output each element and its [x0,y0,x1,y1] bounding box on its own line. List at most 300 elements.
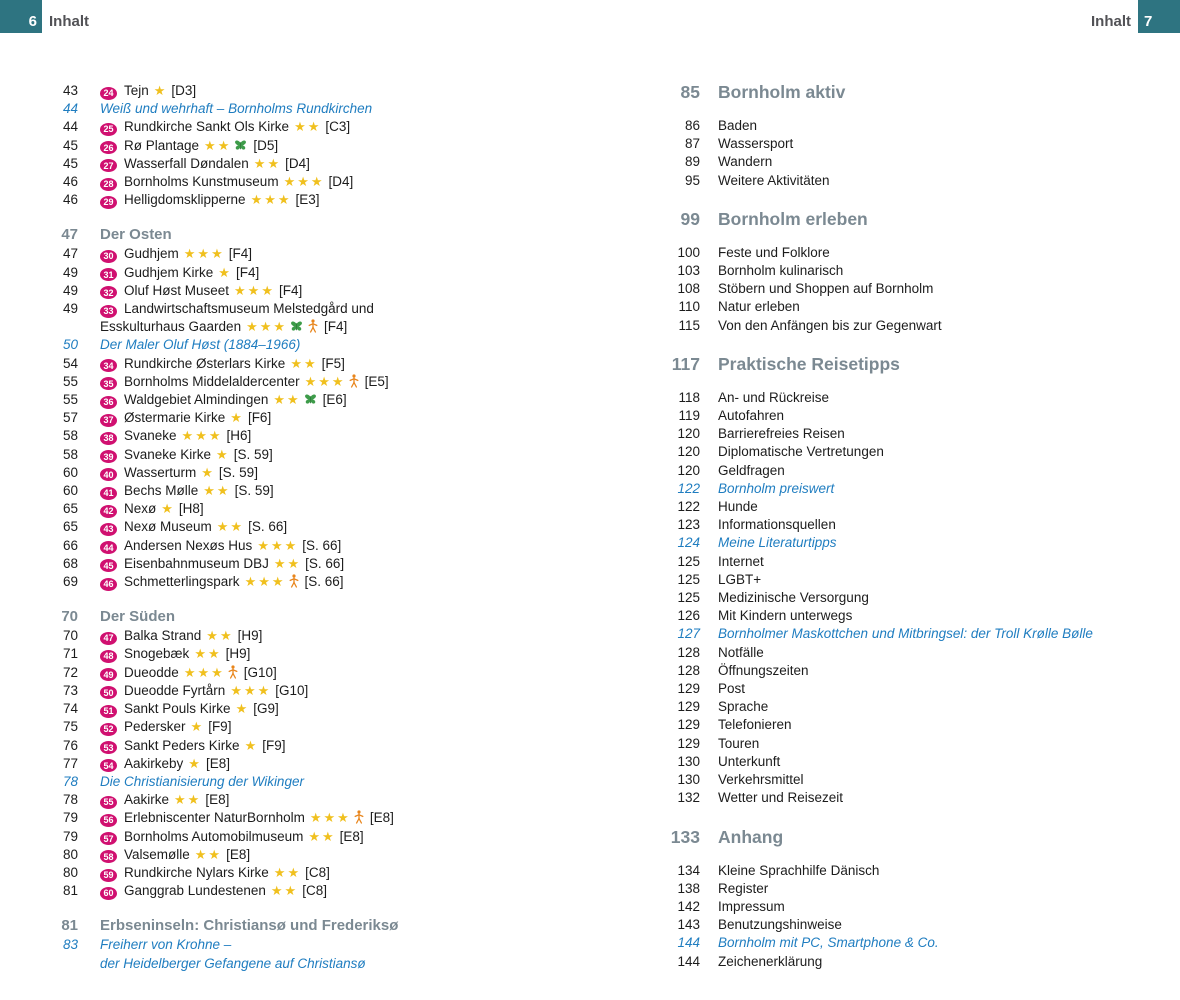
toc-entry[interactable] [655,625,1165,643]
toc-entry[interactable] [655,135,1165,153]
toc-entry[interactable] [655,680,1165,698]
entry-content [100,627,262,645]
entry-title: Erlebniscenter NaturBornholm [124,810,305,826]
entry-content [100,373,389,391]
entry-page-number: 50 [62,337,78,353]
entry-page-number: 81 [62,883,78,899]
toc-entry[interactable] [55,336,635,354]
entry-page-number: 142 [677,898,700,914]
toc-entry[interactable] [655,589,1165,607]
entry-content [718,534,837,552]
toc-entry[interactable] [655,443,1165,461]
entry-title: Snogebæk [124,646,190,662]
entry-title: Nexø Museum [124,519,212,535]
header-left [0,0,89,33]
sight-number-badge: 52 [100,723,117,736]
map-reference: [F9] [262,737,286,753]
sight-number-badge: 37 [100,414,117,427]
toc-entry[interactable] [55,355,635,373]
entry-title: Wetter und Reisezeit [718,790,844,806]
sight-number-badge: 25 [100,123,117,136]
toc-entry[interactable] [655,352,1165,376]
entry-page-number: 99 [680,208,700,229]
entry-content [718,498,758,516]
entry-title: Bornholms Automobilmuseum [124,828,304,844]
entry-title: Der Osten [100,226,172,244]
toc-entry[interactable] [55,645,635,663]
toc-entry[interactable] [55,682,635,700]
toc-entry[interactable] [55,446,635,464]
toc-entry[interactable] [655,789,1165,807]
entry-title: Aakirke [124,792,170,808]
entry-title: Weiß und wehrhaft – Bornholms Rundkirchen [100,101,373,117]
entry-title: Balka Strand [124,628,202,644]
map-reference: [F4] [324,319,348,335]
toc-entry[interactable] [55,282,635,300]
toc-entry[interactable] [55,500,635,518]
entry-page-number: 45 [62,137,78,153]
sight-number-badge: 40 [100,468,117,481]
toc-entry[interactable] [55,737,635,755]
header-title-right: Inhalt [1091,13,1131,30]
entry-content [718,207,868,231]
entry-title: Von den Anfängen bis zur Gegenwart [718,317,942,333]
star-rating: ★ [230,410,244,426]
toc-column-left [55,82,635,973]
toc-entry[interactable] [655,516,1165,534]
sight-number-badge: 24 [100,87,117,100]
entry-content [718,644,764,662]
toc-entry[interactable] [55,155,635,173]
toc-entry[interactable] [655,716,1165,734]
entry-page-number: 47 [61,226,78,244]
entry-title-line2: der Heidelberger Gefangene auf Christiansø [100,955,366,971]
sight-number-badge: 35 [100,377,117,390]
map-reference: [D5] [253,137,279,153]
sight-number-badge: 49 [100,668,117,681]
entry-content [718,607,852,625]
sight-number-badge: 28 [100,178,117,191]
star-rating: ★★ [203,483,231,499]
entry-page-number: 79 [62,810,78,826]
toc-entry[interactable] [655,880,1165,898]
entry-content [100,664,277,682]
sight-number-badge: 60 [100,887,117,900]
toc-entry[interactable] [655,771,1165,789]
entry-page-number: 71 [62,646,78,662]
toc-entry[interactable] [55,409,635,427]
entry-page-number: 134 [677,862,700,878]
toc-entry[interactable] [55,573,635,591]
entry-page-number: 46 [62,192,78,208]
entry-title: Bornholm erleben [718,208,868,229]
toc-entry[interactable] [655,425,1165,443]
toc-entry[interactable] [55,664,635,682]
entry-content [718,80,845,104]
sight-number-badge: 58 [100,850,117,863]
entry-page-number: 78 [62,792,78,808]
star-rating: ★★ [273,392,301,408]
child-icon [289,574,299,588]
entry-title: Meine Literaturtipps [718,535,837,551]
star-rating: ★★★ [246,319,288,335]
entry-title: An- und Rückreise [718,389,830,405]
entry-page-number: 129 [677,699,700,715]
entry-title: Gudhjem [124,246,179,262]
entry-title: Hunde [718,499,758,515]
entry-content [718,117,757,135]
toc-entry[interactable] [55,809,635,827]
toc-entry[interactable] [55,464,635,482]
entry-content [718,716,792,734]
entry-content [718,825,783,849]
toc-entry[interactable] [55,191,635,209]
toc-entry[interactable] [655,280,1165,298]
header-title-left: Inhalt [49,13,89,30]
entry-page-number: 124 [677,535,700,551]
entry-title: Andersen Nexøs Hus [124,537,253,553]
entry-content [100,537,341,555]
entry-title: Freiherr von Krohne – [100,937,232,953]
entry-title: Barrierefreies Reisen [718,426,845,442]
entry-page-number: 57 [62,410,78,426]
toc-entry[interactable] [55,518,635,536]
entry-title: Wandern [718,154,773,170]
toc-entry[interactable] [655,607,1165,625]
entry-page-number: 129 [677,717,700,733]
page-number-box-right [1138,0,1180,33]
star-rating: ★★ [290,355,318,371]
toc-entry[interactable] [55,607,635,627]
entry-title: Notfälle [718,644,764,660]
entry-content [100,282,302,300]
entry-content [100,718,231,736]
map-reference: [S. 66] [304,574,344,590]
entry-content [718,553,764,571]
entry-page-number: 120 [677,444,700,460]
entry-content [100,300,374,336]
toc-entry[interactable] [655,898,1165,916]
entry-page-number: 44 [62,101,78,117]
toc-entry[interactable] [55,100,635,118]
entry-title: Rundkirche Sankt Ols Kirke [124,119,290,135]
toc-entry[interactable] [55,118,635,136]
entry-content [100,336,300,354]
map-reference: [E8] [369,810,394,826]
entry-title: Østermarie Kirke [124,410,226,426]
entry-title: Die Christianisierung der Wikinger [100,773,304,789]
toc-entry[interactable] [655,825,1165,849]
star-rating: ★ [153,83,168,98]
entry-page-number: 55 [62,392,78,408]
page-number-right: 7 [1144,13,1153,30]
entry-title: Tejn [124,83,149,98]
sight-number-badge: 30 [100,250,117,263]
entry-page-number: 122 [677,499,700,515]
toc-entry[interactable] [655,498,1165,516]
child-icon [308,319,318,333]
toc-entry[interactable] [55,916,635,936]
sight-number-badge: 48 [100,650,117,663]
entry-page-number: 75 [62,719,78,735]
entry-page-number: 100 [677,244,700,260]
entry-title: Bechs Mølle [124,483,199,499]
toc-entry[interactable] [55,936,635,972]
entry-content [100,482,274,500]
star-rating: ★★ [194,646,222,662]
entry-content [718,317,942,335]
toc-entry[interactable] [655,462,1165,480]
entry-content [718,407,784,425]
map-reference: [S. 59] [218,464,258,480]
map-reference: [D4] [328,174,354,190]
map-reference: [H6] [226,428,252,444]
entry-page-number: 60 [62,464,78,480]
toc-entry[interactable] [55,755,635,773]
map-reference: [E8] [226,846,251,862]
entry-content [718,862,879,880]
toc-entry[interactable] [655,207,1165,231]
entry-page-number: 144 [677,953,700,969]
star-rating: ★★★ [257,537,299,553]
entry-title-line2: Esskulturhaus Gaarden [100,319,242,335]
entry-page-number: 110 [678,299,700,315]
entry-title: Baden [718,118,758,133]
entry-content [718,916,842,934]
entry-content [718,771,804,789]
map-reference: [F4] [279,282,303,298]
toc-entry[interactable] [55,427,635,445]
toc-entry[interactable] [655,862,1165,880]
toc-entry[interactable] [655,916,1165,934]
toc-entry[interactable] [55,82,635,100]
star-rating: ★ [188,755,202,771]
map-reference: [S. 59] [234,483,274,499]
toc-entry[interactable] [655,172,1165,190]
entry-title: Sankt Peders Kirke [124,737,240,753]
entry-page-number: 115 [678,317,700,333]
entry-content [100,682,308,700]
toc-entry[interactable] [55,627,635,645]
entry-content [718,680,745,698]
sight-number-badge: 59 [100,869,117,882]
star-rating: ★★★ [183,246,225,262]
entry-title: Unterkunft [718,753,781,769]
entry-content [718,934,939,952]
toc-entry[interactable] [655,534,1165,552]
entry-content [100,155,310,173]
entry-page-number: 117 [671,353,700,374]
toc-entry[interactable] [655,753,1165,771]
sight-number-badge: 57 [100,832,117,845]
sight-number-badge: 44 [100,541,117,554]
entry-content [100,864,330,882]
entry-title: Post [718,681,746,697]
toc-entry[interactable] [55,537,635,555]
toc-entry[interactable] [655,480,1165,498]
star-rating: ★★ [273,555,302,571]
entry-title: Helligdomsklipperne [124,192,246,208]
map-reference: [S. 66] [302,537,342,553]
entry-title: Valsemølle [124,846,190,862]
toc-entry[interactable] [655,644,1165,662]
entry-page-number: 65 [62,501,78,517]
entry-page-number: 47 [62,246,78,262]
entry-title: Informationsquellen [718,517,836,533]
toc-entry[interactable] [55,264,635,282]
entry-title: Der Süden [100,608,176,626]
toc-entry[interactable] [655,244,1165,262]
entry-content [100,573,344,591]
toc-entry[interactable] [655,80,1165,104]
entry-title: Wasserturm [124,464,197,480]
entry-page-number: 129 [677,735,700,751]
toc-entry[interactable] [55,482,635,500]
sight-number-badge: 45 [100,559,117,572]
toc-entry[interactable] [655,735,1165,753]
map-reference: [G9] [253,701,279,717]
entry-content [100,645,250,663]
entry-page-number: 138 [677,880,700,896]
toc-entry[interactable] [655,698,1165,716]
toc-entry[interactable] [55,173,635,191]
toc-entry[interactable] [655,934,1165,952]
entry-page-number: 45 [62,155,78,171]
map-reference: [E8] [205,755,230,771]
entry-title: Der Maler Oluf Høst (1884–1966) [100,337,301,353]
entry-content [100,828,364,846]
entry-title: Bornholm kulinarisch [718,263,844,279]
star-rating: ★★★ [250,192,292,208]
map-reference: [G10] [275,682,309,698]
sight-number-badge: 54 [100,759,117,772]
entry-page-number: 54 [62,355,78,371]
toc-entry[interactable] [55,245,635,263]
entry-title: Dueodde Fyrtårn [124,682,226,698]
entry-title: Nexø [124,501,157,517]
entry-content [100,225,172,245]
entry-page-number: 68 [62,555,78,571]
star-rating: ★★★ [283,174,325,190]
entry-content [718,480,834,498]
toc-entry[interactable] [655,662,1165,680]
entry-title: Natur erleben [718,299,800,315]
star-rating: ★★★ [244,574,286,590]
toc-entry[interactable] [55,791,635,809]
entry-title: Zeichenerklärung [718,953,823,969]
toc-entry[interactable] [55,373,635,391]
entry-title: Wasserfall Døndalen [124,155,249,171]
butterfly-icon [290,321,303,333]
map-reference: [D3] [171,83,197,98]
entry-content [100,500,204,518]
entry-content [718,280,933,298]
star-rating: ★★ [174,792,202,808]
entry-content [718,298,800,316]
entry-content [718,589,869,607]
sight-number-badge: 42 [100,505,117,518]
sight-number-badge: 55 [100,796,117,809]
entry-page-number: 69 [62,574,78,590]
map-reference: [C8] [302,883,327,899]
toc-entry[interactable] [55,864,635,882]
star-rating: ★★ [270,883,299,899]
entry-page-number: 120 [677,426,700,442]
entry-title: Svaneke Kirke [124,446,212,462]
entry-content [718,625,1093,643]
toc-entry[interactable] [55,555,635,573]
entry-title: Waldgebiet Almindingen [124,392,269,408]
toc-entry[interactable] [55,718,635,736]
page-number-left: 6 [28,13,37,30]
toc-entry[interactable] [55,700,635,718]
entry-page-number: 43 [62,83,78,98]
toc-entry[interactable] [55,391,635,409]
map-reference: [H8] [178,501,204,517]
toc-entry[interactable] [655,262,1165,280]
toc-entry[interactable] [55,225,635,245]
entry-content [100,882,327,900]
map-reference: [D4] [285,155,310,171]
map-reference: [E8] [205,792,230,808]
toc-entry[interactable] [655,953,1165,971]
sight-number-badge: 33 [100,305,117,318]
entry-content [718,443,884,461]
entry-page-number: 73 [62,682,78,698]
toc-entry[interactable] [55,773,635,791]
sight-number-badge: 56 [100,814,117,827]
toc-entry[interactable] [55,137,635,155]
entry-page-number: 129 [677,681,700,697]
toc-entry[interactable] [655,571,1165,589]
toc-entry[interactable] [655,317,1165,335]
entry-title: Kleine Sprachhilfe Dänisch [718,862,880,878]
sight-number-badge: 39 [100,450,117,463]
star-rating: ★★ [273,864,302,880]
sight-number-badge: 27 [100,159,117,172]
entry-title: Rundkirche Nylars Kirke [124,864,269,880]
map-reference: [S. 59] [233,446,273,462]
entry-title: Stöbern und Shoppen auf Bornholm [718,281,934,297]
toc-entry[interactable] [655,407,1165,425]
butterfly-icon [234,140,247,152]
toc-entry[interactable] [55,300,635,336]
entry-title: Sprache [718,699,769,715]
toc-entry[interactable] [655,389,1165,407]
entry-page-number: 60 [62,483,78,499]
entry-content [100,118,350,136]
star-rating: ★ [161,501,175,517]
entry-page-number: 70 [62,628,78,644]
toc-entry[interactable] [55,846,635,864]
toc-entry[interactable] [655,117,1165,135]
entry-content [100,446,273,464]
toc-entry[interactable] [655,153,1165,171]
toc-entry[interactable] [55,828,635,846]
toc-entry[interactable] [655,298,1165,316]
sight-number-badge: 53 [100,741,117,754]
entry-page-number: 87 [684,136,700,152]
entry-page-number: 86 [684,118,700,133]
toc-entry[interactable] [55,882,635,900]
entry-content [100,173,353,191]
toc-entry[interactable] [655,553,1165,571]
entry-content [718,898,785,916]
entry-content [100,100,372,118]
toc-column-right [655,80,1165,971]
entry-title: Mit Kindern unterwegs [718,608,853,624]
entry-content [718,389,829,407]
